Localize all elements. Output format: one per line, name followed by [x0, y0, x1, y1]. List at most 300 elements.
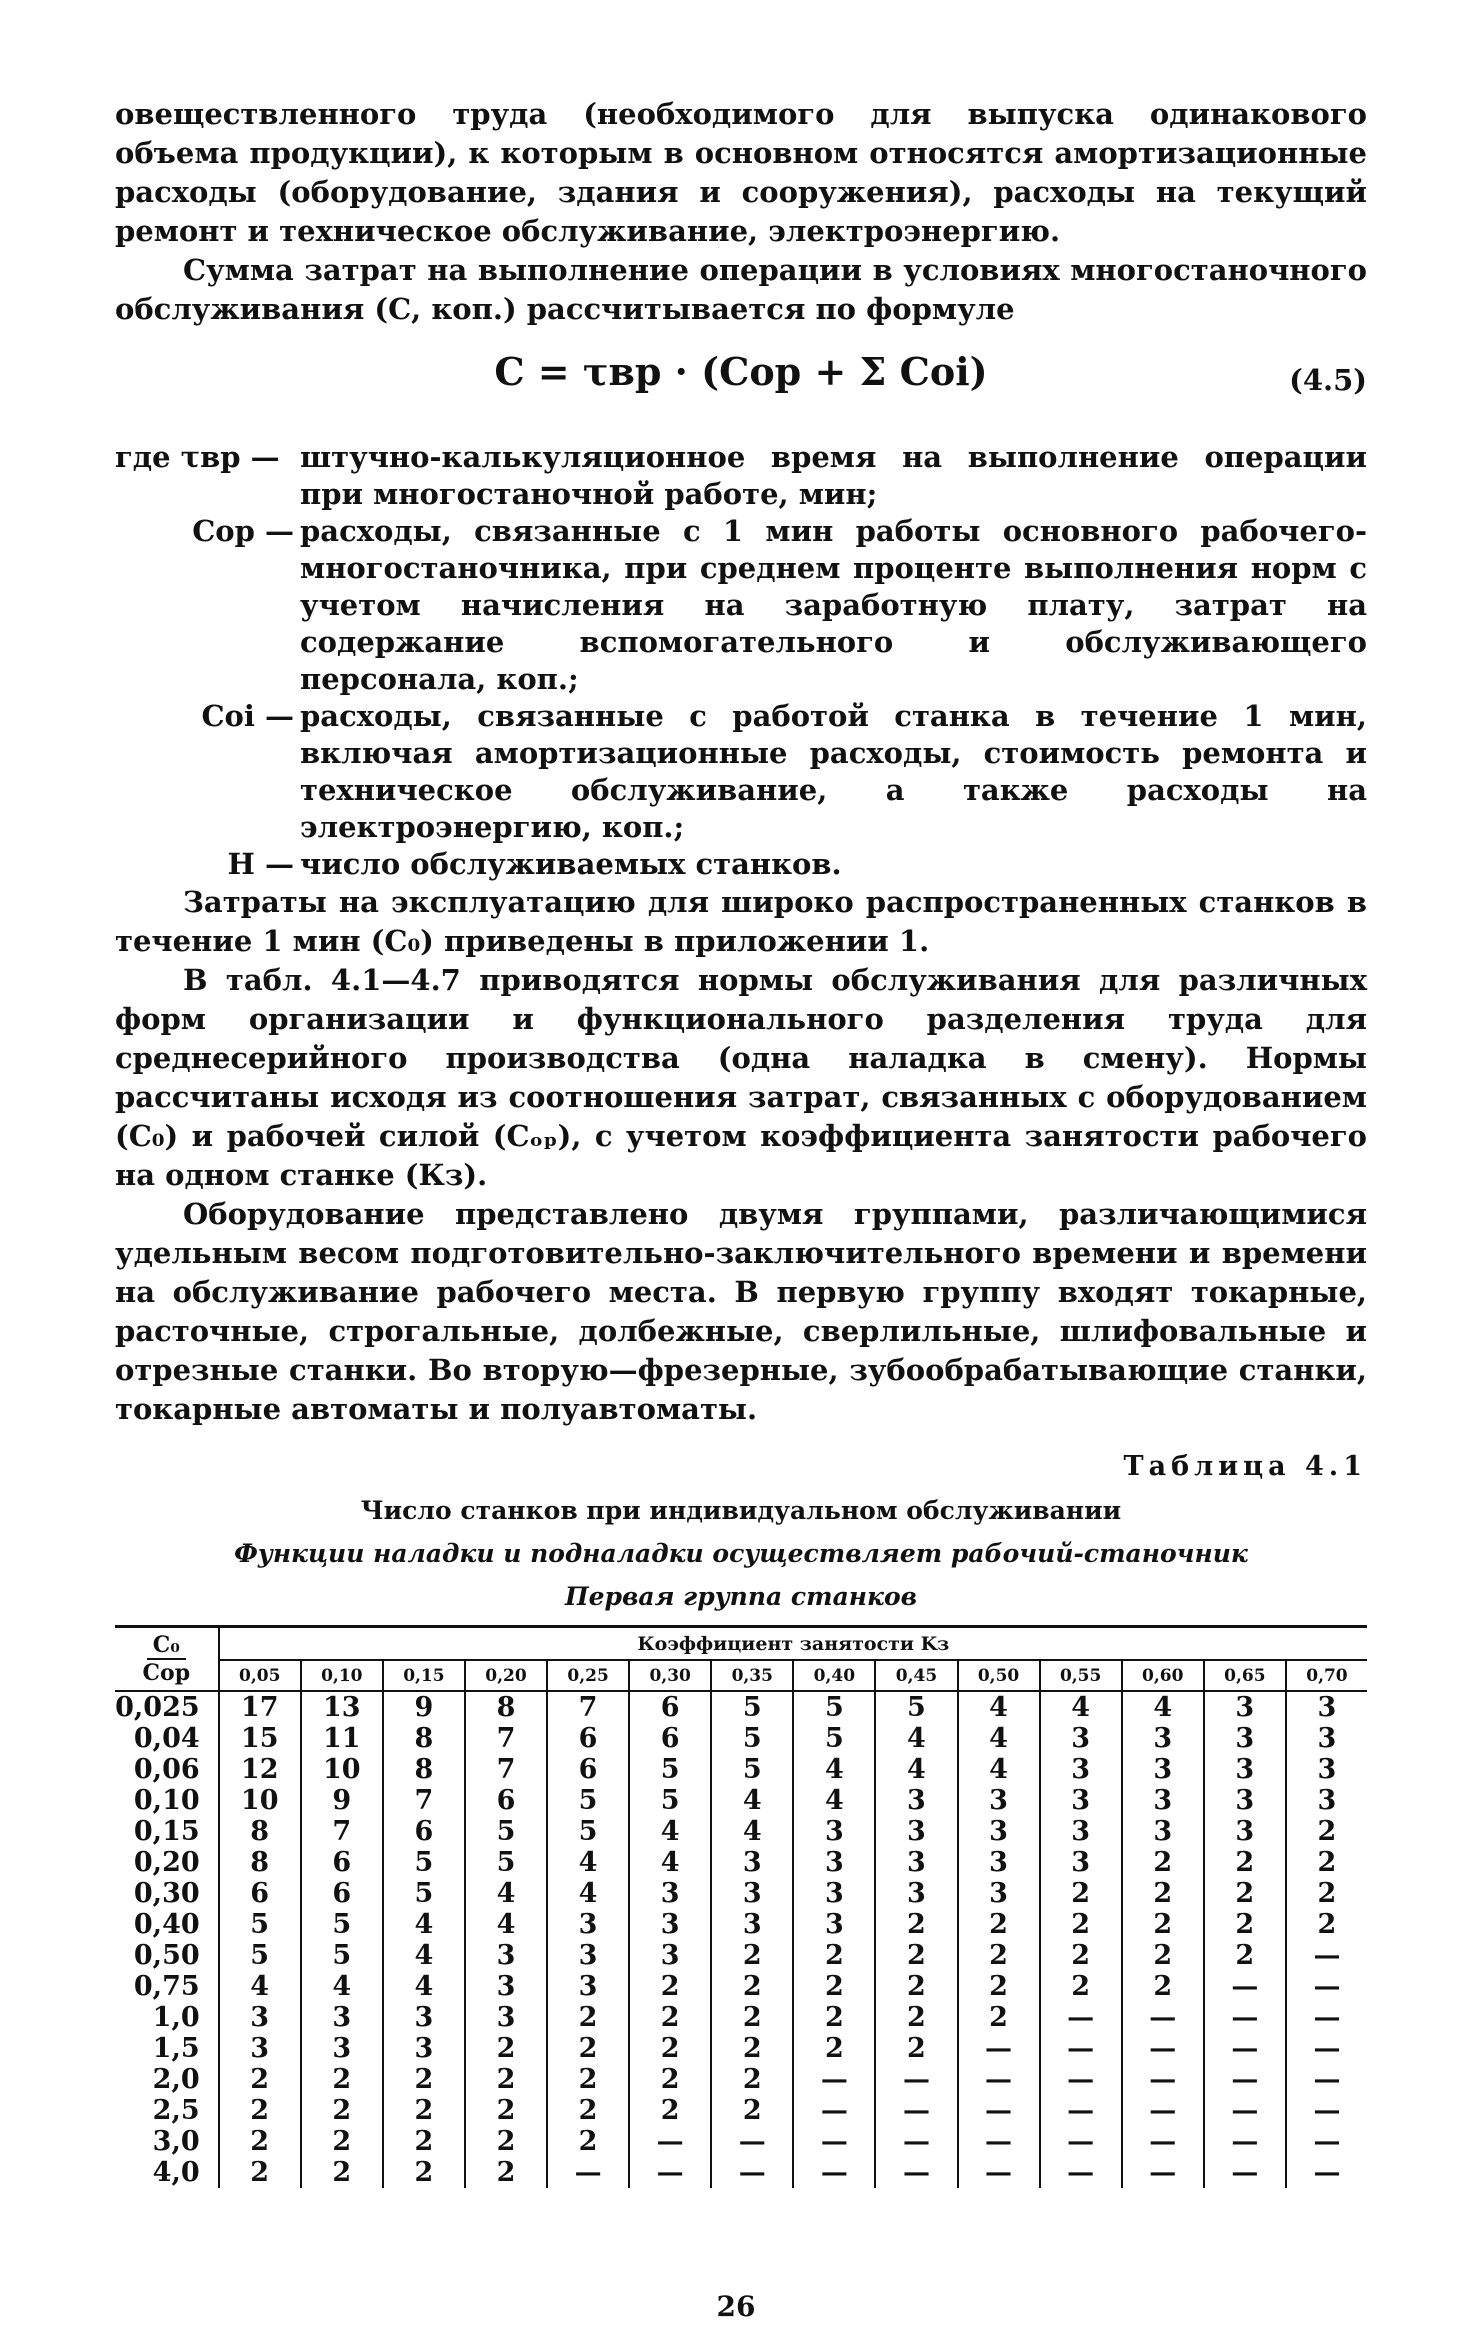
- value-cell: 2: [1286, 1909, 1367, 1940]
- value-cell: —: [1122, 2064, 1204, 2095]
- ratio-cell: 0,20: [133, 1847, 200, 1878]
- ratio-cell: 0,06: [133, 1754, 200, 1785]
- value-cell: 3: [1204, 1816, 1286, 1847]
- value-cell: 3: [1040, 1723, 1122, 1754]
- value-cell: 3: [465, 2002, 547, 2033]
- value-cell: 5: [219, 1909, 301, 1940]
- value-cell: 2: [383, 2157, 465, 2188]
- value-cell: 6: [629, 1723, 711, 1754]
- value-cell: 4: [383, 1971, 465, 2002]
- value-cell: 2: [629, 2064, 711, 2095]
- value-cell: 3: [219, 2033, 301, 2064]
- value-cell: 6: [547, 1723, 629, 1754]
- value-cell: —: [875, 2157, 957, 2188]
- table-row: [115, 1754, 1367, 1785]
- value-cell: 10: [219, 1785, 301, 1816]
- value-cell: 2: [383, 2095, 465, 2126]
- value-cell: —: [1204, 2064, 1286, 2095]
- paragraph-1: овеществленного труда (необходимого для выпуска одинакового объема продукции), к которым в основном относятся амортизационные расходы (оборудование, здания и сооружения), расходы на текущий ремонт и техническое обслуживание, электроэнергию.: [115, 97, 1367, 248]
- k-value-header: 0,20: [465, 1660, 547, 1691]
- value-cell: 2: [465, 2064, 547, 2095]
- value-cell: 11: [301, 1723, 383, 1754]
- paragraph-4: В табл. 4.1—4.7 приводятся нормы обслуживания для различных форм организации и функционального разделения труда для среднесерийного производства (одна наладка в смену). Нормы рассчитаны исходя из соотношения затрат, связанных с оборудованием (С₀) и рабочей силой (Сₒₚ), с учетом коэффициента занятости рабочего на одном станке (Кз).: [115, 963, 1367, 1192]
- value-cell: 4: [301, 1971, 383, 2002]
- value-cell: —: [793, 2095, 875, 2126]
- value-cell: —: [629, 2157, 711, 2188]
- value-cell: 4: [383, 1909, 465, 1940]
- value-cell: 3: [383, 2033, 465, 2064]
- k-value-header: 0,05: [219, 1660, 301, 1691]
- value-cell: 5: [465, 1847, 547, 1878]
- value-cell: 6: [629, 1691, 711, 1723]
- value-cell: 2: [1204, 1878, 1286, 1909]
- value-cell: 4: [383, 1940, 465, 1971]
- value-cell: —: [629, 2126, 711, 2157]
- value-cell: —: [1286, 2064, 1367, 2095]
- value-cell: 5: [629, 1754, 711, 1785]
- value-cell: —: [958, 2033, 1040, 2064]
- value-cell: 12: [219, 1754, 301, 1785]
- value-cell: 3: [793, 1909, 875, 1940]
- table-row: [115, 1785, 1367, 1816]
- table-row: [115, 1691, 1367, 1723]
- value-cell: 7: [465, 1723, 547, 1754]
- value-cell: 4: [711, 1785, 793, 1816]
- ratio-cell: 0,10: [133, 1785, 200, 1816]
- value-cell: —: [958, 2095, 1040, 2126]
- value-cell: 3: [1122, 1754, 1204, 1785]
- value-cell: 3: [875, 1816, 957, 1847]
- value-cell: 5: [629, 1785, 711, 1816]
- value-cell: —: [1286, 2033, 1367, 2064]
- value-cell: 2: [1122, 1940, 1204, 1971]
- value-cell: —: [1204, 2002, 1286, 2033]
- value-cell: 2: [629, 1971, 711, 2002]
- value-cell: 6: [547, 1754, 629, 1785]
- value-cell: 2: [1040, 1971, 1122, 2002]
- ratio-cell: 0,40: [133, 1909, 200, 1940]
- value-cell: 2: [547, 2126, 629, 2157]
- value-cell: —: [1040, 2126, 1122, 2157]
- value-cell: 2: [875, 2002, 957, 2033]
- value-cell: 2: [629, 2095, 711, 2126]
- value-cell: 5: [711, 1754, 793, 1785]
- value-cell: 2: [793, 2033, 875, 2064]
- value-cell: —: [1204, 2095, 1286, 2126]
- value-cell: 3: [1040, 1754, 1122, 1785]
- norms-table: [115, 1625, 1367, 2188]
- value-cell: 2: [711, 2033, 793, 2064]
- ratio-header: [115, 1627, 219, 1692]
- value-cell: 8: [219, 1847, 301, 1878]
- value-cell: 17: [219, 1691, 301, 1723]
- value-cell: 10: [301, 1754, 383, 1785]
- paragraph-3: Затраты на эксплуатацию для широко распространенных станков в течение 1 мин (С₀) приведены в приложении 1.: [115, 885, 1367, 958]
- value-cell: —: [1286, 2157, 1367, 2188]
- definition-symbol: Сор —: [192, 514, 294, 548]
- k-header: Коэффициент занятости Kз: [219, 1627, 1367, 1661]
- value-cell: —: [958, 2064, 1040, 2095]
- definition-text: расходы, связанные с работой станка в течение 1 мин, включая амортизационные расходы, стоимость ремонта и техническое обслуживание, а также расходы на электроэнергию, коп.;: [300, 699, 1367, 844]
- k-value-header: 0,25: [547, 1660, 629, 1691]
- value-cell: 3: [383, 2002, 465, 2033]
- value-cell: —: [1040, 2157, 1122, 2188]
- value-cell: —: [1286, 2126, 1367, 2157]
- value-cell: 4: [875, 1754, 957, 1785]
- value-cell: 2: [219, 2126, 301, 2157]
- definition-item: [115, 846, 1367, 883]
- value-cell: 4: [793, 1754, 875, 1785]
- value-cell: 3: [1040, 1847, 1122, 1878]
- value-cell: 4: [547, 1847, 629, 1878]
- ratio-cell: 0,75: [133, 1971, 200, 2002]
- ratio-cell: 0,15: [133, 1816, 200, 1847]
- formula-4-5: [115, 329, 1367, 439]
- value-cell: 3: [1122, 1785, 1204, 1816]
- value-cell: 5: [547, 1785, 629, 1816]
- value-cell: —: [875, 2095, 957, 2126]
- k-value-header: 0,60: [1122, 1660, 1204, 1691]
- value-cell: 3: [711, 1878, 793, 1909]
- value-cell: —: [711, 2157, 793, 2188]
- value-cell: 5: [875, 1691, 957, 1723]
- k-value-header: 0,55: [1040, 1660, 1122, 1691]
- value-cell: 2: [1122, 1878, 1204, 1909]
- value-cell: 8: [383, 1754, 465, 1785]
- definitions-list: [115, 439, 1367, 883]
- ratio-cell: 1,0: [152, 2002, 200, 2033]
- value-cell: 3: [875, 1785, 957, 1816]
- value-cell: 4: [219, 1971, 301, 2002]
- formula-number: (4.5): [1289, 363, 1367, 397]
- value-cell: 2: [958, 1940, 1040, 1971]
- value-cell: 3: [1040, 1816, 1122, 1847]
- definition-symbol: Соi —: [201, 699, 294, 733]
- table-label: Таблица 4.1: [1123, 1451, 1367, 1482]
- definition-item: [115, 698, 1367, 846]
- value-cell: 3: [301, 2002, 383, 2033]
- table-row: [115, 2002, 1367, 2033]
- value-cell: 2: [711, 1940, 793, 1971]
- k-value-header: 0,35: [711, 1660, 793, 1691]
- page-content: [115, 95, 1367, 2188]
- definition-text: число обслуживаемых станков.: [300, 847, 842, 881]
- value-cell: 3: [1204, 1785, 1286, 1816]
- value-cell: 3: [465, 1971, 547, 2002]
- value-cell: 3: [958, 1785, 1040, 1816]
- value-cell: 2: [219, 2095, 301, 2126]
- value-cell: 2: [465, 2126, 547, 2157]
- value-cell: 3: [547, 1971, 629, 2002]
- value-cell: 2: [1286, 1847, 1367, 1878]
- definition-symbol: Н —: [227, 847, 294, 881]
- definition-text: расходы, связанные с 1 мин работы основного рабочего-многостаночника, при среднем проценте выполнения норм с учетом начисления на заработную плату, затрат на содержание вспомогательного и обслуживающего персонала, коп.;: [300, 514, 1367, 696]
- value-cell: 3: [958, 1878, 1040, 1909]
- table-row: [115, 1847, 1367, 1878]
- ratio-cell: 2,5: [152, 2095, 200, 2126]
- value-cell: 3: [301, 2033, 383, 2064]
- value-cell: 4: [465, 1878, 547, 1909]
- value-cell: —: [793, 2126, 875, 2157]
- value-cell: 3: [875, 1878, 957, 1909]
- value-cell: 3: [793, 1847, 875, 1878]
- value-cell: 7: [547, 1691, 629, 1723]
- value-cell: —: [793, 2064, 875, 2095]
- ratio-cell: 0,30: [133, 1878, 200, 1909]
- value-cell: 3: [629, 1909, 711, 1940]
- table-row: [115, 1878, 1367, 1909]
- value-cell: —: [1204, 2157, 1286, 2188]
- table-row: [115, 2064, 1367, 2095]
- value-cell: 7: [465, 1754, 547, 1785]
- value-cell: 3: [875, 1847, 957, 1878]
- value-cell: 2: [958, 2002, 1040, 2033]
- value-cell: —: [711, 2126, 793, 2157]
- value-cell: 2: [793, 2002, 875, 2033]
- definition-item: [115, 513, 1367, 698]
- value-cell: 3: [629, 1940, 711, 1971]
- value-cell: 7: [383, 1785, 465, 1816]
- value-cell: 2: [383, 2126, 465, 2157]
- table-row: [115, 2095, 1367, 2126]
- value-cell: 5: [301, 1909, 383, 1940]
- value-cell: 9: [301, 1785, 383, 1816]
- value-cell: 4: [793, 1785, 875, 1816]
- value-cell: 2: [301, 2126, 383, 2157]
- value-cell: 5: [711, 1723, 793, 1754]
- value-cell: 15: [219, 1723, 301, 1754]
- value-cell: 5: [711, 1691, 793, 1723]
- value-cell: —: [1286, 2002, 1367, 2033]
- value-cell: 2: [1040, 1940, 1122, 1971]
- value-cell: 2: [301, 2064, 383, 2095]
- value-cell: 2: [547, 2095, 629, 2126]
- value-cell: 2: [1122, 1909, 1204, 1940]
- ratio-cell: 3,0: [152, 2126, 200, 2157]
- value-cell: 2: [629, 2002, 711, 2033]
- value-cell: 3: [1040, 1785, 1122, 1816]
- value-cell: 2: [711, 2002, 793, 2033]
- ratio-cell: 2,0: [152, 2064, 200, 2095]
- ratio-cell: 1,5: [152, 2033, 200, 2064]
- table-row: [115, 2126, 1367, 2157]
- value-cell: —: [547, 2157, 629, 2188]
- value-cell: 4: [711, 1816, 793, 1847]
- value-cell: 13: [301, 1691, 383, 1723]
- value-cell: 6: [301, 1878, 383, 1909]
- k-value-header: 0,45: [875, 1660, 957, 1691]
- value-cell: 2: [547, 2033, 629, 2064]
- table-row: [115, 2157, 1367, 2188]
- value-cell: 5: [793, 1723, 875, 1754]
- value-cell: —: [1204, 2033, 1286, 2064]
- value-cell: —: [1286, 1971, 1367, 2002]
- k-value-header: 0,15: [383, 1660, 465, 1691]
- formula-expression: C = τвр · (Cор + Σ Cоi): [494, 349, 988, 394]
- k-value-header: 0,30: [629, 1660, 711, 1691]
- value-cell: 6: [219, 1878, 301, 1909]
- value-cell: 5: [383, 1847, 465, 1878]
- value-cell: —: [1286, 2095, 1367, 2126]
- value-cell: —: [1204, 2126, 1286, 2157]
- k-value-header: 0,50: [958, 1660, 1040, 1691]
- definition-symbol: где τвр —: [115, 440, 280, 474]
- value-cell: 2: [1122, 1847, 1204, 1878]
- table-subtitle: Функции наладки и подналадки осуществляет рабочий-станочник: [234, 1539, 1248, 1568]
- value-cell: —: [1204, 1971, 1286, 2002]
- value-cell: 6: [301, 1847, 383, 1878]
- value-cell: —: [1122, 2095, 1204, 2126]
- value-cell: —: [958, 2157, 1040, 2188]
- value-cell: —: [1040, 2095, 1122, 2126]
- value-cell: 2: [547, 2002, 629, 2033]
- value-cell: 3: [1204, 1691, 1286, 1723]
- value-cell: 4: [875, 1723, 957, 1754]
- paragraph-5: Оборудование представлено двумя группами, различающимися удельным весом подготовительно-заключительного времени и времени на обслуживание рабочего места. В первую группу входят токарные, расточные, строгальные, долбежные, сверлильные, шлифовальные и отрезные станки. Во вторую—фрезерные, зубообрабатывающие станки, токарные автоматы и полуавтоматы.: [115, 1197, 1367, 1426]
- value-cell: —: [1040, 2064, 1122, 2095]
- value-cell: 2: [1286, 1878, 1367, 1909]
- value-cell: 3: [1204, 1723, 1286, 1754]
- value-cell: 6: [465, 1785, 547, 1816]
- value-cell: —: [1122, 2126, 1204, 2157]
- value-cell: 2: [465, 2095, 547, 2126]
- paragraph-2: Сумма затрат на выполнение операции в условиях многостаночного обслуживания (С, коп.) рассчитывается по формуле: [115, 253, 1367, 326]
- value-cell: 2: [875, 1940, 957, 1971]
- value-cell: 3: [1286, 1754, 1367, 1785]
- value-cell: 2: [711, 2095, 793, 2126]
- ratio-numerator: C₀: [147, 1632, 186, 1660]
- value-cell: 2: [875, 2033, 957, 2064]
- value-cell: 2: [1040, 1878, 1122, 1909]
- value-cell: 4: [547, 1878, 629, 1909]
- value-cell: 4: [1122, 1691, 1204, 1723]
- value-cell: 2: [1204, 1847, 1286, 1878]
- value-cell: 2: [875, 1909, 957, 1940]
- value-cell: 4: [958, 1723, 1040, 1754]
- value-cell: 2: [629, 2033, 711, 2064]
- definition-item: [115, 439, 1367, 513]
- value-cell: 3: [1122, 1723, 1204, 1754]
- value-cell: 3: [547, 1940, 629, 1971]
- ratio-cell: 0,025: [115, 1692, 200, 1723]
- k-value-header: 0,10: [301, 1660, 383, 1691]
- value-cell: 2: [958, 1909, 1040, 1940]
- value-cell: 2: [793, 1940, 875, 1971]
- value-cell: 8: [219, 1816, 301, 1847]
- value-cell: 5: [793, 1691, 875, 1723]
- value-cell: 2: [465, 2157, 547, 2188]
- value-cell: 3: [958, 1847, 1040, 1878]
- table-row: [115, 1909, 1367, 1940]
- value-cell: 5: [383, 1878, 465, 1909]
- value-cell: 3: [793, 1816, 875, 1847]
- value-cell: —: [1122, 2033, 1204, 2064]
- value-cell: 2: [219, 2064, 301, 2095]
- value-cell: 2: [793, 1971, 875, 2002]
- value-cell: 2: [219, 2157, 301, 2188]
- value-cell: —: [793, 2157, 875, 2188]
- ratio-cell: 0,04: [133, 1723, 200, 1754]
- value-cell: 5: [547, 1816, 629, 1847]
- value-cell: 3: [1204, 1754, 1286, 1785]
- value-cell: 2: [383, 2064, 465, 2095]
- value-cell: 2: [1122, 1971, 1204, 2002]
- value-cell: 3: [1286, 1691, 1367, 1723]
- value-cell: 4: [465, 1909, 547, 1940]
- value-cell: 9: [383, 1691, 465, 1723]
- value-cell: 3: [1286, 1723, 1367, 1754]
- value-cell: 4: [958, 1691, 1040, 1723]
- value-cell: 2: [547, 2064, 629, 2095]
- value-cell: 3: [1122, 1816, 1204, 1847]
- value-cell: 2: [1286, 1816, 1367, 1847]
- value-cell: 4: [629, 1847, 711, 1878]
- value-cell: 5: [219, 1940, 301, 1971]
- value-cell: 8: [383, 1723, 465, 1754]
- value-cell: 4: [629, 1816, 711, 1847]
- table-row: [115, 1971, 1367, 2002]
- value-cell: 3: [711, 1909, 793, 1940]
- value-cell: 6: [383, 1816, 465, 1847]
- ratio-cell: 4,0: [152, 2157, 200, 2188]
- table-group: Первая группа станков: [564, 1582, 918, 1611]
- value-cell: 3: [465, 1940, 547, 1971]
- value-cell: 2: [875, 1971, 957, 2002]
- value-cell: —: [875, 2064, 957, 2095]
- page-number: 26: [716, 2290, 756, 2323]
- value-cell: 3: [219, 2002, 301, 2033]
- value-cell: 7: [301, 1816, 383, 1847]
- table-row: [115, 1816, 1367, 1847]
- value-cell: 4: [958, 1754, 1040, 1785]
- definition-text: штучно-калькуляционное время на выполнение операции при многостаночной работе, мин;: [300, 440, 1367, 511]
- value-cell: —: [875, 2126, 957, 2157]
- k-value-header: 0,40: [793, 1660, 875, 1691]
- value-cell: 3: [958, 1816, 1040, 1847]
- value-cell: —: [1040, 2033, 1122, 2064]
- value-cell: 3: [629, 1878, 711, 1909]
- ratio-cell: 0,50: [133, 1940, 200, 1971]
- value-cell: —: [958, 2126, 1040, 2157]
- k-value-header: 0,70: [1286, 1660, 1367, 1691]
- value-cell: 2: [1204, 1909, 1286, 1940]
- value-cell: —: [1122, 2157, 1204, 2188]
- value-cell: 5: [301, 1940, 383, 1971]
- table-title: Число станков при индивидуальном обслуживании: [360, 1496, 1122, 1525]
- value-cell: 5: [465, 1816, 547, 1847]
- value-cell: 3: [547, 1909, 629, 1940]
- table-row: [115, 1940, 1367, 1971]
- value-cell: 3: [1286, 1785, 1367, 1816]
- value-cell: 2: [711, 2064, 793, 2095]
- value-cell: 2: [1040, 1909, 1122, 1940]
- table-row: [115, 1723, 1367, 1754]
- table-row: [115, 2033, 1367, 2064]
- k-value-header: 0,65: [1204, 1660, 1286, 1691]
- value-cell: 4: [1040, 1691, 1122, 1723]
- value-cell: 2: [1204, 1940, 1286, 1971]
- value-cell: 2: [711, 1971, 793, 2002]
- value-cell: 2: [958, 1971, 1040, 2002]
- value-cell: 3: [711, 1847, 793, 1878]
- value-cell: 2: [301, 2157, 383, 2188]
- value-cell: —: [1286, 1940, 1367, 1971]
- value-cell: —: [1040, 2002, 1122, 2033]
- value-cell: 2: [301, 2095, 383, 2126]
- value-cell: 3: [793, 1878, 875, 1909]
- value-cell: 8: [465, 1691, 547, 1723]
- value-cell: —: [1122, 2002, 1204, 2033]
